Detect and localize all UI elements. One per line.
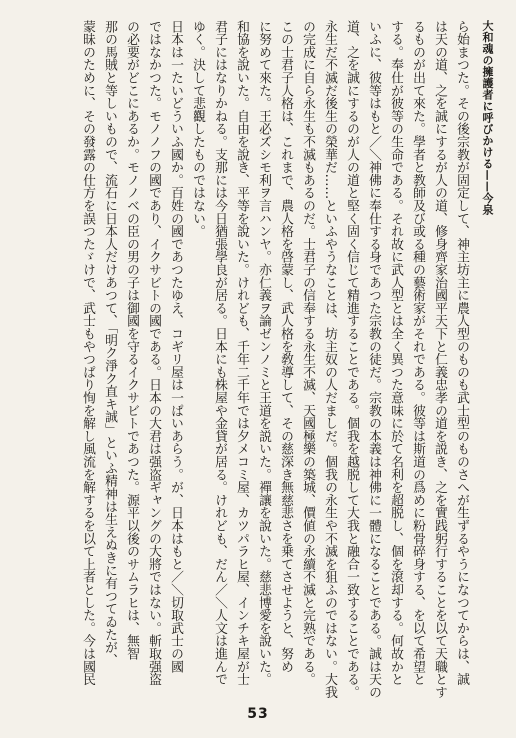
vertical-text-body [76,20,498,699]
page-number: 53 [247,706,269,722]
text-column: るものが出て來た。學者と教師及び或る種の藝術家がそれである。彼等は斯道の爲めに粉骨碎身する、を以て希望と [410,20,425,686]
text-column: 永生だ不滅だ後生の榮華だ……といふやうなことは、坊主奴の人だましだ。個我の永生や不滅を狙ふのではない。大我 [322,20,337,699]
text-column: に努めて來た。王必ズシモ利ヲ言ハンヤ。亦仁義ヲ論ゼンノミと王道を説いた。禪讓を說いた。慈悲博愛を說いた。 [256,20,271,686]
text-column: 日本は一たいどういふ國か。百姓の國であつたゆえ、コギリ屋は一ぱいあらう。が、日本はもと／＼切取武士の國 [168,20,183,673]
text-column: の完成に自ら永生も不滅もあるのだ。士君子の信奉する永生不滅、天國極樂の築城、價値の永續不滅と完熟である。 [300,20,315,686]
text-column: する。奉仕が彼等の生命である。それ故に武人型とは全く異つた意味に於て名利を超脱し、個を滾却する。何故かと [388,20,403,686]
text-column: この士君子人格は、これまで、農人格を啓蒙し、武人格を敎導して、その慈深き無慈悲さを乗てさせようと、努め [278,20,293,673]
text-column: 和協を說いた。自由を說き、平等を說いた。けれども、千年二千年では夕メコミ屋、カツパラヒ屋、インチキ屋が士 [234,20,249,686]
text-column: は天の道、之を誠にするが人の道、修身齊家治國平天下と仁義忠孝の道を説き、之を實践躬行することを以て天職とす [432,20,447,699]
text-column: いふに、彼等はもと／＼神佛に奉仕する身であつた宗教の徒だ。宗教の本義は神佛に一體になることである。誠は天の [366,20,381,699]
text-column: 道、之を誠にするのが人の道と堅く固く信じて精進することである。個我を越脱して大我と融合一致することである。 [344,20,359,699]
text-column: 那の馬賊と等しいもので、流石に日本人だけあつて、「明ク淨ク直キ誠」といふ精神は生えぬきに有つてゐたが、 [102,20,117,667]
running-header: 大和魂の擁護者に呼びかける——今泉 [481,20,494,216]
text-column: ゆく。決して悲觀したものではない。 [190,20,205,238]
text-column: ではなかつた。モノノフの國であり、イクサビトの國である。日本の大君は强盗ギャングの大將ではない。斬取强盗 [146,20,161,686]
text-column: ら始まつた。その後宗教が固定して、神主坊主に農人型のものも武士型のものさへが生ずるやうになつてからは、誠 [454,20,469,686]
text-column: の必要がどこにあるか。モノノベの臣の男の子は御國を守るイクサビトであつた。源平以後のサムラヒは、無智 [124,20,139,660]
text-column: 蒙昧のために、その發露の仕方を誤つたゞけで、武士もやつぱり恂を解し風流を解するを以て上者とした。今は國民 [80,20,95,686]
text-column: 君子にはなりかねる。支那には今日猶張學良が居る。日本にも株屋や金貸が居る。けれども、だん／＼人文は進んで [212,20,227,686]
